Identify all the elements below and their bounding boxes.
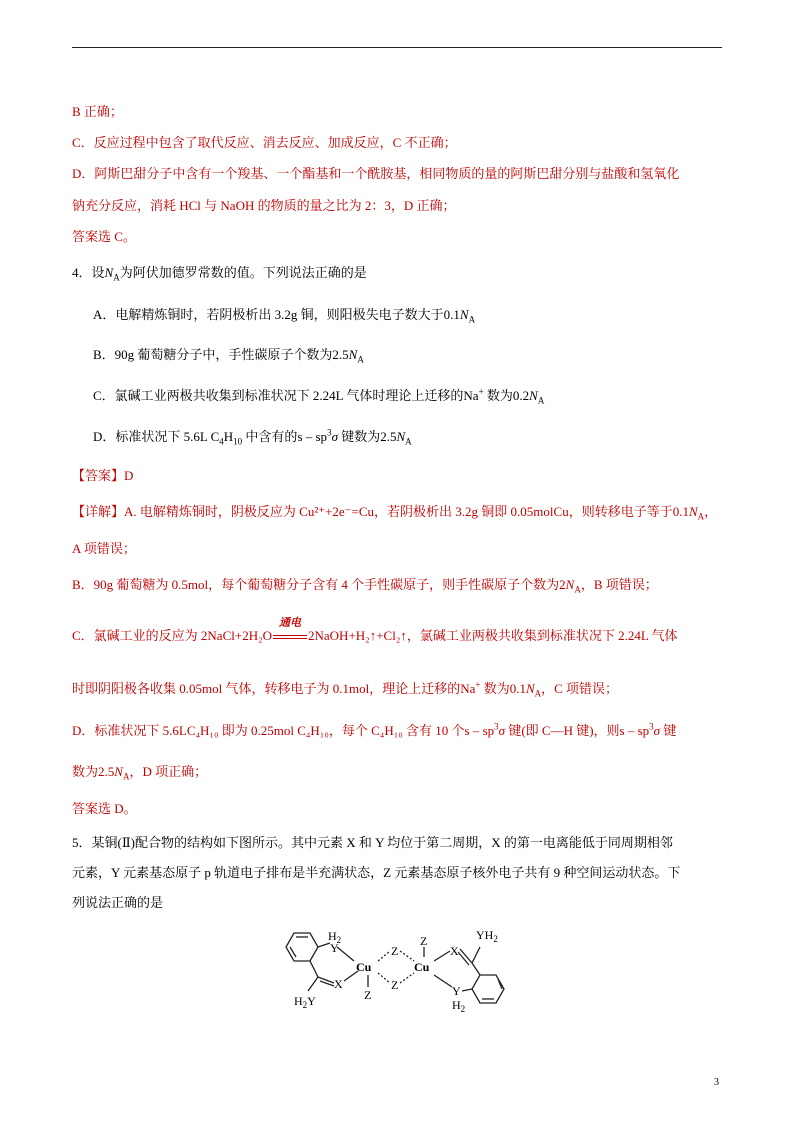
y-atom-left: Y (330, 941, 339, 955)
q4-option-a: A．电解精炼铜时，若阴极析出 3.2g 铜，则阳极失电子数大于$0.1N_A$ (93, 307, 476, 325)
header-rule (72, 47, 722, 48)
x-cu-bond-right (434, 951, 450, 961)
cu-atom-right: Cu (414, 960, 430, 974)
z-atom-bridge-bottom: Z (391, 978, 399, 992)
answer-b: B 正确； (72, 104, 123, 119)
page-number: 3 (714, 1077, 719, 1088)
x-atom-right: X (450, 944, 459, 958)
q4-option-c: C．氯碱工业两极共收集到标准状况下 2.24L 气体时理论上迁移的Na+ 数为$0.2N_A$ (93, 386, 545, 406)
c-yh2-bond-right (472, 947, 480, 963)
q4-explain-d: D．标准状况下 5.6LC₄H₁₀ 即为 0.25mol C₄H₁₀，每个 C₄H₁₀ 含有 10 个s – $sp^3\sigma$ 键(即 C—H 键)，则s – $sp^3\sigma$ 键 (72, 721, 677, 738)
answer-d-line2: 钠充分反应，消耗 HCl 与 NaOH 的物质的量之比为 2：3，D 正确； (72, 198, 456, 213)
cu-z-bridge-bottom-left (378, 973, 390, 983)
q4-explain-a: 【详解】A. 电解精炼铜时，阴极反应为 Cu²⁺+2e⁻=Cu，若阴极析出 3.2g 铜即 0.05molCu，则转移电子等于$0.1N_A$， (72, 504, 718, 522)
q4-stem: 4．设$N_A$为阿伏加德罗常数的值。下列说法正确的是 (72, 265, 367, 283)
cu-z-bridge-top-right (400, 951, 414, 961)
h2-label-right-bottom: $H_2$ (452, 998, 466, 1014)
x-atom-left: X (334, 977, 343, 991)
c-yh2-bond (308, 977, 318, 991)
left-ring-c-bond (310, 961, 318, 977)
q4-option-d: D．标准状况下 5.6L $C_4H_{10}$ 中含有的s – $sp^3\sigma$ 键数为$2.5N_A$ (93, 427, 412, 447)
c-ring-bond-right (472, 963, 480, 975)
q4-answer: 【答案】D (72, 468, 134, 483)
cu-atom-left: Cu (356, 960, 372, 974)
z-atom-right: Z (420, 934, 428, 948)
copper-complex-structure (272, 925, 522, 1017)
cu-z-bridge-bottom-right (400, 973, 414, 983)
q4-explain-d-cont: 数为$2.5N_A$，D 项正确； (72, 764, 208, 782)
cu-z-bridge-top-left (378, 951, 390, 961)
q4-answer-choice: 答案选 D。 (72, 801, 137, 816)
q4-explain-a-end: A 项错误； (72, 541, 136, 556)
q5-stem-line1: 5．某铜(Ⅱ)配合物的结构如下图所示。其中元素 X 和 Y 均位于第二周期，X 的第一电离能低于同周期相邻 (72, 835, 673, 850)
y-cu-bond-left (337, 947, 354, 961)
reaction-condition: 通电 (272, 627, 308, 645)
double-arrow (273, 635, 307, 639)
q4-explain-c-cont: 时即阴阳极各收集 0.05mol 气体，转移电子为 0.1mol，理论上迁移的Na+ 数为$0.1N_A$，C 项错误； (72, 679, 619, 699)
z-atom-bridge-top: Z (391, 944, 399, 958)
c-x-double-bond (318, 977, 334, 983)
z-atom-left: Z (364, 988, 372, 1002)
y-ring-bond-right (462, 989, 472, 991)
yh2-label-right: $YH_2$ (476, 928, 498, 944)
q5-stem-line2: 元素，Y 元素基态原子 p 轨道电子排布是半充满状态，Z 元素基态原子核外电子共有 9 种空间运动状态。下 (72, 865, 681, 880)
h2y-label-left: $H_2Y$ (294, 994, 316, 1010)
q5-stem-line3: 列说法正确的是 (72, 895, 164, 910)
answer-d-line1: D．阿斯巴甜分子中含有一个羧基、一个酯基和一个酰胺基，相同物质的量的阿斯巴甜分别与盐酸和氢氧化 (72, 166, 680, 181)
q4-explain-c: C．氯碱工业的反应为 2NaCl+2H₂O 通电 2NaOH+H₂↑+Cl₂↑，氯碱工业两极共收集到标准状况下 2.24L 气体 (72, 617, 678, 643)
y-atom-right: Y (452, 984, 461, 998)
q4-explain-b: B．90g 葡萄糖为 0.5mol，每个葡萄糖分子含有 4 个手性碳原子，则手性碳原子个数为$2N_A$，B 项错误； (72, 577, 658, 595)
q4-option-b: B．90g 葡萄糖分子中，手性碳原子个数为$2.5N_A$ (93, 347, 364, 365)
answer-c: C．反应过程中包含了取代反应、消去反应、加成反应，C 不正确； (72, 135, 457, 150)
answer-choice-c: 答案选 C。 (72, 229, 136, 244)
left-ring-y-bond (318, 943, 330, 947)
h2-label-left-top: $H_2$ (328, 929, 342, 945)
cu-y-bond-right (434, 975, 452, 987)
